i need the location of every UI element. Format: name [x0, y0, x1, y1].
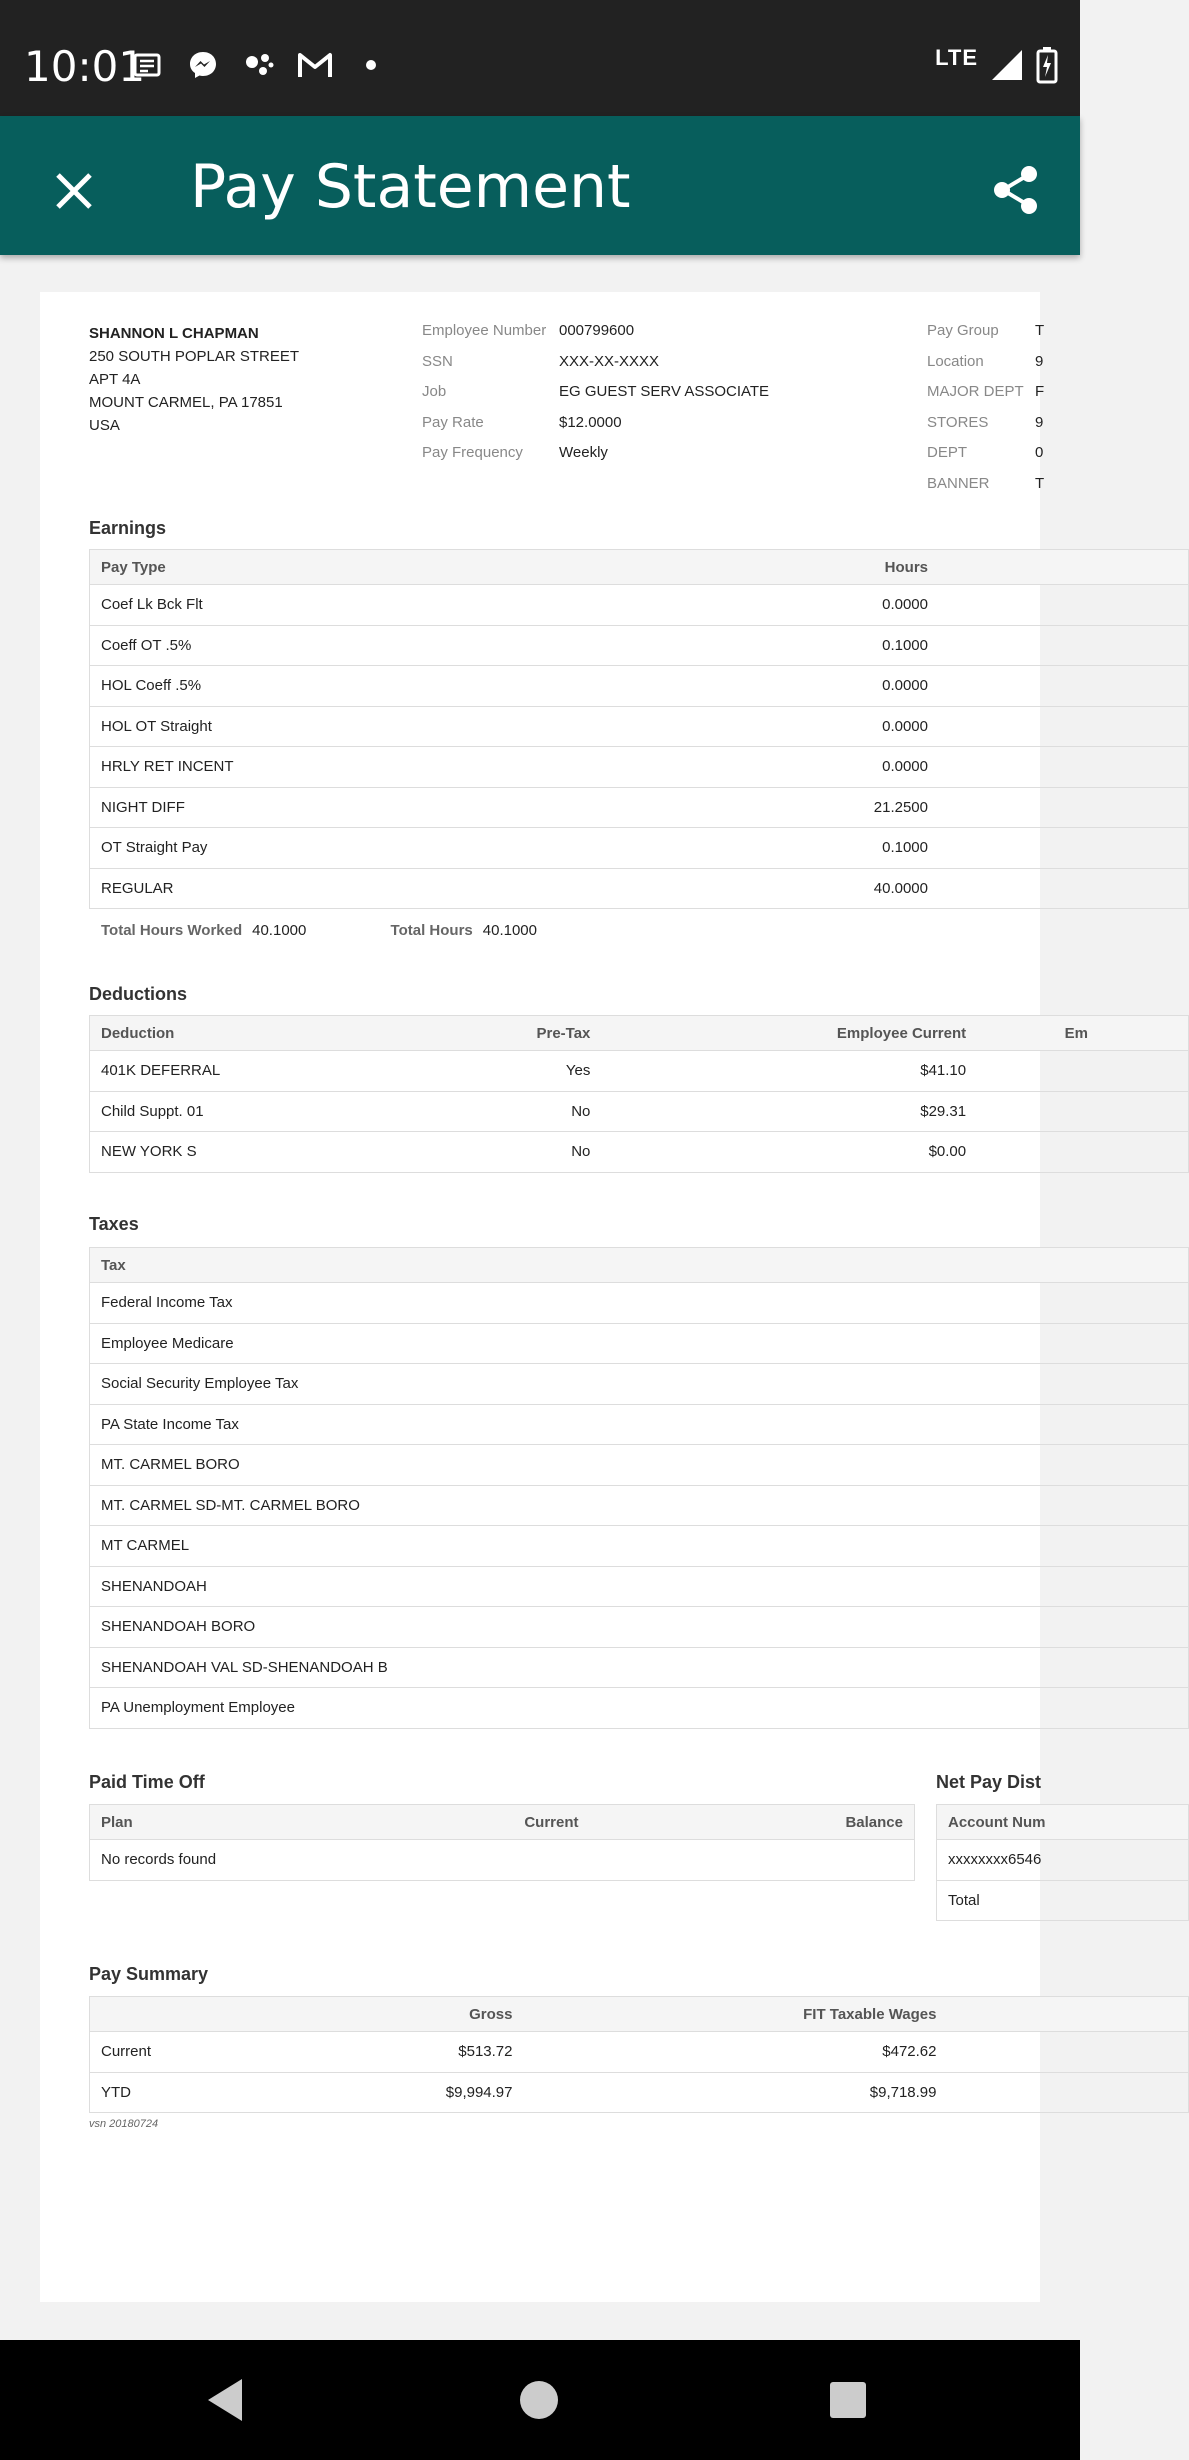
table-row: [90, 1364, 1189, 1405]
pre-tax: Yes: [442, 1051, 602, 1092]
total-hours: 40.1000: [482, 922, 537, 939]
field-label: Pay Rate: [422, 413, 484, 431]
hours: 0.1000: [863, 828, 1189, 869]
column-header: Account Num: [937, 1805, 1189, 1840]
pay-type: REGULAR: [90, 868, 863, 909]
employer-cell: [977, 1091, 1188, 1132]
column-header: Gross: [240, 1997, 524, 2032]
table-row: [90, 1404, 1189, 1445]
net-pay-title: Net Pay Dist: [936, 1772, 1042, 1792]
earnings-totals: [101, 922, 537, 939]
table-row: [90, 828, 1189, 869]
fit-taxable-wages: $472.62: [524, 2032, 948, 2073]
deduction-name: NEW YORK S: [90, 1132, 442, 1173]
pay-type: HOL OT Straight: [90, 706, 863, 747]
tax-name: PA Unemployment Employee: [90, 1688, 1189, 1729]
home-button[interactable]: [509, 2370, 569, 2430]
notification-icons: [130, 48, 388, 82]
status-time: 10:01: [24, 42, 146, 91]
employee-info: [422, 322, 769, 475]
earnings-title: Earnings: [89, 518, 167, 538]
empty-message: No records found: [90, 1840, 915, 1881]
recents-button[interactable]: [818, 2370, 878, 2430]
employee-current: $29.31: [601, 1091, 977, 1132]
column-header: Balance: [590, 1805, 915, 1840]
column-header: [90, 1997, 240, 2032]
column-header: Current: [390, 1805, 590, 1840]
summary-cell: [948, 2072, 1189, 2113]
column-header: Tax: [90, 1248, 1189, 1283]
table-header-row: [90, 1248, 1189, 1283]
table-row: [90, 1445, 1189, 1486]
tax-name: SHENANDOAH: [90, 1566, 1189, 1607]
pay-type: HRLY RET INCENT: [90, 747, 863, 788]
ssn: XXX-XX-XXXX: [559, 352, 660, 370]
recents-icon: [826, 2378, 870, 2422]
column-header: Pre-Tax: [442, 1016, 602, 1051]
column-header: FIT Taxable Wages: [524, 1997, 948, 2032]
assistant-icon: [242, 48, 276, 82]
org-info: [927, 322, 1044, 505]
table-header-row: [937, 1805, 1189, 1840]
close-icon: [54, 171, 94, 211]
pre-tax: No: [442, 1091, 602, 1132]
deductions-title: Deductions: [89, 984, 188, 1004]
dept: 0: [1035, 444, 1044, 461]
pay-type: OT Straight Pay: [90, 828, 863, 869]
field-label: SSN: [422, 352, 453, 370]
status-right: [935, 46, 1058, 84]
deduction-name: Child Suppt. 01: [90, 1091, 442, 1132]
banner: T: [1035, 474, 1045, 492]
navigation-bar: [0, 2340, 1080, 2460]
table-row: [90, 666, 1189, 707]
pto-title: Paid Time Off: [89, 1772, 205, 1792]
field-label: Pay Frequency: [422, 444, 523, 461]
field-label: DEPT: [927, 444, 968, 461]
deduction-name: 401K DEFERRAL: [90, 1051, 442, 1092]
table-row: [90, 1688, 1189, 1729]
pre-tax: No: [442, 1132, 602, 1173]
pay-type: Coef Lk Bck Flt: [90, 585, 863, 626]
page-title: Pay Statement: [190, 152, 631, 222]
stores: 9: [1035, 413, 1044, 431]
deductions-table: [89, 1015, 1189, 1173]
table-header-row: [90, 1016, 1189, 1051]
pay-statement-document[interactable]: [40, 292, 1088, 2302]
table-row: [90, 706, 1189, 747]
table-row: [90, 1051, 1189, 1092]
net-pay-table: [936, 1804, 1189, 1921]
address-line: USA: [89, 417, 120, 434]
pay-type: Coeff OT .5%: [90, 625, 863, 666]
tax-name: MT. CARMEL BORO: [90, 1445, 1189, 1486]
field-label: STORES: [927, 413, 989, 431]
pay-summary-table: [89, 1996, 1189, 2113]
address-line: APT 4A: [89, 371, 141, 388]
pay-type: HOL Coeff .5%: [90, 666, 863, 707]
table-row: [90, 625, 1189, 666]
battery-icon: [1036, 46, 1058, 84]
table-row: [90, 2032, 1189, 2073]
field-label: Job: [422, 383, 447, 400]
column-header: Em: [977, 1016, 1188, 1051]
table-row: [937, 1840, 1189, 1881]
total-hours-label: Total Hours: [390, 922, 473, 939]
table-row: [90, 868, 1189, 909]
home-icon: [517, 2378, 561, 2422]
table-row: [90, 585, 1189, 626]
employee-current: $41.10: [601, 1051, 977, 1092]
fit-taxable-wages: $9,718.99: [524, 2072, 948, 2113]
table-header-row: [90, 1997, 1189, 2032]
tax-name: SHENANDOAH BORO: [90, 1607, 1189, 1648]
location: 9: [1035, 352, 1044, 370]
table-row: [90, 1132, 1189, 1173]
pto-table: [89, 1804, 915, 1881]
tax-name: MT. CARMEL SD-MT. CARMEL BORO: [90, 1485, 1189, 1526]
column-header: Hours: [863, 550, 1189, 585]
employee-number: 000799600: [559, 322, 635, 339]
back-icon: [204, 2377, 248, 2423]
hours: 0.0000: [863, 706, 1189, 747]
pay-type: NIGHT DIFF: [90, 787, 863, 828]
table-row: [90, 747, 1189, 788]
tax-name: SHENANDOAH VAL SD-SHENANDOAH B: [90, 1647, 1189, 1688]
major-dept: F: [1035, 383, 1045, 400]
pay-summary-title: Pay Summary: [89, 1964, 209, 1984]
pay-frequency: Weekly: [559, 444, 608, 461]
address-line: MOUNT CARMEL, PA 17851: [89, 394, 283, 411]
news-icon: [130, 48, 164, 82]
dot-icon: [354, 48, 388, 82]
table-row: [90, 1607, 1189, 1648]
field-label: Employee Number: [422, 322, 547, 339]
employer-cell: [977, 1051, 1188, 1092]
gmail-icon: [298, 48, 332, 82]
total-hours-worked: 40.1000: [252, 922, 307, 939]
table-row: [90, 1485, 1189, 1526]
share-icon: [990, 164, 1042, 216]
table-row: [90, 1647, 1189, 1688]
employer-cell: [977, 1132, 1188, 1173]
gross: $9,994.97: [240, 2072, 524, 2113]
hours: 0.0000: [863, 747, 1189, 788]
tax-name: Federal Income Tax: [90, 1283, 1189, 1324]
hours: 40.0000: [863, 868, 1189, 909]
total-label: Total: [937, 1880, 1189, 1921]
messenger-icon: [186, 48, 220, 82]
employee-current: $0.00: [601, 1132, 977, 1173]
table-row: [937, 1880, 1189, 1921]
tax-name: MT CARMEL: [90, 1526, 1189, 1567]
table-row: [90, 1323, 1189, 1364]
job: EG GUEST SERV ASSOCIATE: [559, 383, 770, 400]
tax-name: PA State Income Tax: [90, 1404, 1189, 1445]
close-button[interactable]: [44, 161, 104, 221]
field-label: Location: [927, 352, 984, 370]
taxes-title: Taxes: [89, 1214, 139, 1234]
table-header-row: [90, 1805, 915, 1840]
pay-group: T: [1035, 322, 1045, 339]
account-number: xxxxxxxx6546: [937, 1840, 1189, 1881]
tax-name: Social Security Employee Tax: [90, 1364, 1189, 1405]
field-label: MAJOR DEPT: [927, 383, 1024, 400]
network-type: LTE: [935, 45, 978, 70]
total-hours-worked-label: Total Hours Worked: [101, 922, 243, 939]
back-button[interactable]: [196, 2370, 256, 2430]
table-row: [90, 1840, 915, 1881]
table-header-row: [90, 550, 1189, 585]
column-header: Employee Current: [601, 1016, 977, 1051]
earnings-table: [89, 549, 1189, 909]
share-button[interactable]: [984, 158, 1048, 222]
hours: 21.2500: [863, 787, 1189, 828]
table-row: [90, 787, 1189, 828]
table-row: [90, 1283, 1189, 1324]
period-label: YTD: [90, 2072, 240, 2113]
field-label: BANNER: [927, 474, 990, 492]
table-row: [90, 2072, 1189, 2113]
table-row: [90, 1091, 1189, 1132]
status-bar: [0, 0, 1080, 116]
table-row: [90, 1566, 1189, 1607]
app-bar: [0, 116, 1080, 255]
column-header: [948, 1997, 1189, 2032]
table-row: [90, 1526, 1189, 1567]
column-header: Pay Type: [90, 550, 863, 585]
hours: 0.0000: [863, 585, 1189, 626]
column-header: Deduction: [90, 1016, 442, 1051]
period-label: Current: [90, 2032, 240, 2073]
hours: 0.1000: [863, 625, 1189, 666]
version-label: vsn 20180724: [89, 2118, 159, 2130]
column-header: Plan: [90, 1805, 390, 1840]
pay-rate: $12.0000: [559, 413, 622, 431]
gross: $513.72: [240, 2032, 524, 2073]
employee-header: [89, 322, 1189, 532]
employee-name: SHANNON L CHAPMAN: [89, 325, 259, 342]
summary-cell: [948, 2032, 1189, 2073]
hours: 0.0000: [863, 666, 1189, 707]
address-line: 250 SOUTH POPLAR STREET: [89, 348, 300, 365]
field-label: Pay Group: [927, 322, 999, 339]
tax-name: Employee Medicare: [90, 1323, 1189, 1364]
taxes-table: [89, 1247, 1189, 1729]
employee-address-block: [89, 322, 299, 437]
signal-icon: [990, 48, 1024, 82]
